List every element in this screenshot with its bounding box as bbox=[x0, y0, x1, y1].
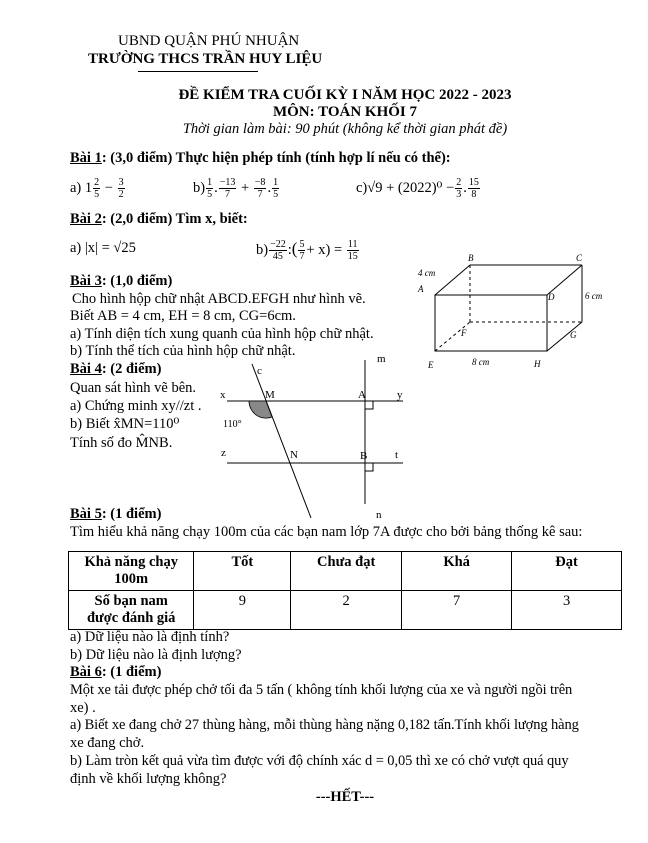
label-eh-length: 8 cm bbox=[472, 357, 490, 367]
bai1-title: : (3,0 điểm) Thực hiện phép tính (tính hợp lí nếu có thể): bbox=[101, 150, 451, 166]
table-header-cell: Tốt bbox=[194, 552, 291, 591]
bai4-line2: a) Chứng minh xy//zt . bbox=[70, 398, 202, 414]
parallel-lines-figure bbox=[215, 352, 415, 520]
bai6-line3: a) Biết xe đang chở 27 thùng hàng, mỗi thùng hàng nặng 0,182 tấn.Tính khối lượng hàng bbox=[70, 717, 579, 733]
table-header-cell: Chưa đạt bbox=[291, 552, 402, 591]
bai6-line6: định về khối lượng không? bbox=[70, 771, 227, 787]
bai3-line2: Biết AB = 4 cm, EH = 8 cm, CG=6cm. bbox=[70, 308, 296, 324]
stats-table bbox=[68, 551, 622, 630]
line-c bbox=[252, 364, 311, 518]
bai2-title: : (2,0 điểm) Tìm x, biết: bbox=[101, 211, 248, 227]
bai2-heading bbox=[70, 211, 248, 228]
label-x: x bbox=[220, 389, 226, 401]
exam-title: ĐỀ KIỂM TRA CUỐI KỲ I NĂM HỌC 2022 - 2023 bbox=[178, 87, 512, 103]
bai3-label: Bài 3 bbox=[70, 273, 102, 289]
label-cg-length: 6 cm bbox=[585, 291, 603, 301]
label-z: z bbox=[221, 447, 226, 459]
bai5-intro: Tìm hiểu khả năng chạy 100m của các bạn nam lớp 7A được cho bởi bảng thống kê sau: bbox=[70, 524, 583, 540]
vertex-b: B bbox=[468, 253, 474, 263]
bai4-title: : (2 điểm) bbox=[101, 361, 162, 377]
bai1-label: Bài 1 bbox=[70, 150, 102, 166]
label-n: n bbox=[376, 509, 382, 520]
bai6-line2: xe) . bbox=[70, 700, 96, 716]
table-header-label: Khả năng chạy 100m bbox=[69, 552, 194, 591]
bai6-title: : (1 điểm) bbox=[101, 664, 162, 680]
table-cell: 2 bbox=[291, 591, 402, 630]
label-point-b: B bbox=[360, 450, 368, 462]
bai5-title: : (1 điểm) bbox=[101, 506, 162, 522]
table-row-label: Số bạn nam được đánh giá bbox=[69, 591, 194, 630]
bai4-label: Bài 4 bbox=[70, 361, 102, 377]
table-cell: 7 bbox=[402, 591, 512, 630]
label-ab-length: 4 cm bbox=[418, 268, 436, 278]
table-header-cell: Đạt bbox=[512, 552, 622, 591]
vertex-c: C bbox=[576, 253, 583, 263]
box-figure bbox=[410, 250, 620, 375]
district-name: UBND QUẬN PHÚ NHUẬN bbox=[118, 33, 300, 49]
bai3-question-b: b) Tính thể tích của hình hộp chữ nhật. bbox=[70, 343, 296, 359]
bai3-question-a: a) Tính diện tích xung quanh của hình hộp chữ nhật. bbox=[70, 326, 374, 342]
bai1-part-b: b) $\frac{1}{5}$ . $\frac{-13}{7}$ + $\frac{-8}{7}$ . $\frac{1}{5}$ bbox=[193, 177, 279, 201]
table-cell: 3 bbox=[512, 591, 622, 630]
bai6-line1: Một xe tải được phép chở tối đa 5 tấn ( không tính khối lượng của xe và người ngồi trên bbox=[70, 682, 573, 698]
label-m: m bbox=[377, 353, 386, 365]
bai3-line1: Cho hình hộp chữ nhật ABCD.EFGH như hình vẽ. bbox=[72, 291, 366, 307]
bai4-heading bbox=[70, 361, 161, 378]
table-header-cell: Khá bbox=[402, 552, 512, 591]
bai1-part-a: a) 1 $\frac{2}{5}$ − $\frac{3}{2}$ bbox=[70, 177, 124, 201]
bai5-heading bbox=[70, 506, 161, 523]
bai1-a-label: a) 1 bbox=[70, 180, 93, 196]
bai2-label: Bài 2 bbox=[70, 211, 102, 227]
bai4-line4: Tính số đo M̂NB. bbox=[70, 435, 173, 451]
bai5-question-b: b) Dữ liệu nào là định lượng? bbox=[70, 647, 242, 663]
bai2-part-a: a) |x| = √25 bbox=[70, 240, 136, 256]
vertex-a: A bbox=[418, 284, 424, 294]
bai6-heading bbox=[70, 664, 161, 681]
bai4-line1: Quan sát hình vẽ bên. bbox=[70, 380, 197, 396]
school-name: TRƯỜNG THCS TRẦN HUY LIỆU bbox=[88, 51, 323, 67]
label-c: c bbox=[257, 365, 262, 377]
label-point-m: M bbox=[265, 389, 275, 401]
vertex-g: G bbox=[570, 330, 577, 340]
bai6-line4: xe đang chở. bbox=[70, 735, 145, 751]
bai3-heading bbox=[70, 273, 172, 290]
bai5-question-a: a) Dữ liệu nào là định tính? bbox=[70, 629, 230, 645]
bai6-line5: b) Làm tròn kết quả vừa tìm được với độ chính xác d = 0,05 thì xe có chở vượt quá quy bbox=[70, 753, 569, 769]
bai4-line3: b) Biết x̂MN=110⁰ bbox=[70, 416, 180, 432]
bai5-label: Bài 5 bbox=[70, 506, 102, 522]
vertex-f: F bbox=[461, 328, 467, 338]
vertex-h: H bbox=[534, 359, 541, 369]
label-point-a: A bbox=[358, 389, 366, 401]
bai3-title: : (1,0 điểm) bbox=[101, 273, 173, 289]
label-angle-110: 110° bbox=[223, 419, 242, 430]
label-y: y bbox=[397, 389, 403, 401]
label-point-n: N bbox=[290, 449, 298, 461]
table-row bbox=[69, 591, 622, 630]
table-row bbox=[69, 552, 622, 591]
bai1-part-c: c)√9 + (2022)⁰ − $\frac{2}{3}$ . $\frac{15}{8}$ bbox=[356, 177, 479, 201]
bai1-heading bbox=[70, 150, 451, 167]
label-t: t bbox=[395, 449, 399, 461]
subject-title: MÔN: TOÁN KHỐI 7 bbox=[272, 104, 418, 120]
end-marker: ---HẾT--- bbox=[315, 789, 375, 805]
vertex-d: D bbox=[548, 292, 555, 302]
time-note: Thời gian làm bài: 90 phút (không kể thời gian phát đề) bbox=[182, 121, 508, 137]
box-front-face bbox=[435, 295, 547, 351]
table-cell: 9 bbox=[194, 591, 291, 630]
vertex-e: E bbox=[428, 360, 434, 370]
angle-xmn-shade bbox=[249, 401, 272, 418]
bai2-part-b: b) $\frac{-22}{45}$ :( $\frac{5}{7}$ + x) = $\frac{11}{15}$ bbox=[256, 239, 358, 263]
school-underline bbox=[138, 71, 258, 72]
bai6-label: Bài 6 bbox=[70, 664, 102, 680]
